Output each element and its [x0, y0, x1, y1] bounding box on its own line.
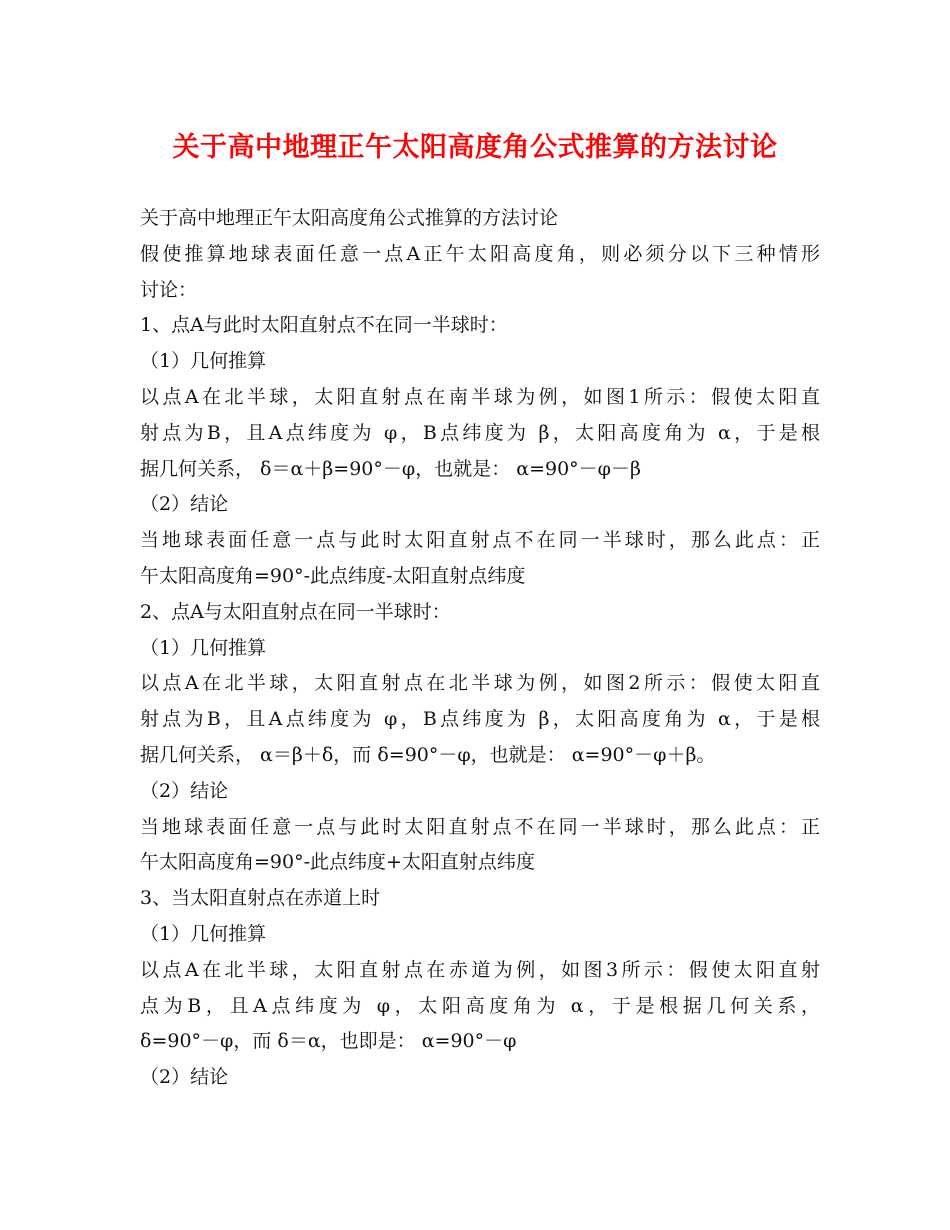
document-title: 关于高中地理正午太阳高度角公式推算的方法讨论 [172, 132, 778, 163]
subheading: （2）结论 [140, 1066, 229, 1089]
body-line: 以点A在北半球，太阳直射点在赤道为例，如图3所示：假使太阳直射 [140, 958, 820, 981]
subheading: （2）结论 [140, 779, 229, 802]
section-heading-1: 1、点A与此时太阳直射点不在同一半球时： [140, 314, 508, 337]
body-line: 午太阳高度角=90°-此点纬度-太阳直射点纬度 [140, 564, 526, 587]
formula-line: 据几何关系， α＝β＋δ，而 δ=90°－φ，也就是： α=90°－φ＋β。 [140, 743, 716, 766]
section-heading-3: 3、当太阳直射点在赤道上时 [140, 887, 381, 910]
body-line: 午太阳高度角=90°-此点纬度+太阳直射点纬度 [140, 851, 535, 874]
document-body [140, 201, 820, 1096]
formula-line: 据几何关系， δ＝α＋β=90°－φ，也就是： α=90°－φ－β [140, 457, 641, 480]
body-line: 关于高中地理正午太阳高度角公式推算的方法讨论 [140, 207, 559, 229]
body-line: 射点为B，且A点纬度为 φ，B点纬度为 β，太阳高度角为 α，于是根 [140, 421, 820, 444]
body-line: 以点A在北半球，太阳直射点在北半球为例，如图2所示：假使太阳直 [140, 672, 820, 695]
subheading: （1）几何推算 [140, 350, 267, 373]
section-heading-2: 2、点A与太阳直射点在同一半球时： [140, 600, 451, 623]
body-line: 以点A在北半球，太阳直射点在南半球为例，如图1所示：假使太阳直 [140, 385, 820, 408]
body-line: 当地球表面任意一点与此时太阳直射点不在同一半球时，那么此点：正 [140, 529, 820, 552]
body-line: 射点为B，且A点纬度为 φ，B点纬度为 β，太阳高度角为 α，于是根 [140, 708, 820, 731]
subheading: （2）结论 [140, 493, 229, 516]
body-line: 点为B，且A点纬度为 φ，太阳高度角为 α，于是根据几何关系， [140, 994, 820, 1017]
body-line: 当地球表面任意一点与此时太阳直射点不在同一半球时，那么此点：正 [140, 815, 820, 838]
subheading: （1）几何推算 [140, 922, 267, 945]
body-line: 假使推算地球表面任意一点A正午太阳高度角，则必须分以下三种情形 [140, 242, 820, 265]
body-line: 讨论： [140, 278, 198, 301]
subheading: （1）几何推算 [140, 636, 267, 659]
formula-line: δ=90°－φ，而 δ＝α，也即是： α=90°－φ [140, 1030, 517, 1053]
